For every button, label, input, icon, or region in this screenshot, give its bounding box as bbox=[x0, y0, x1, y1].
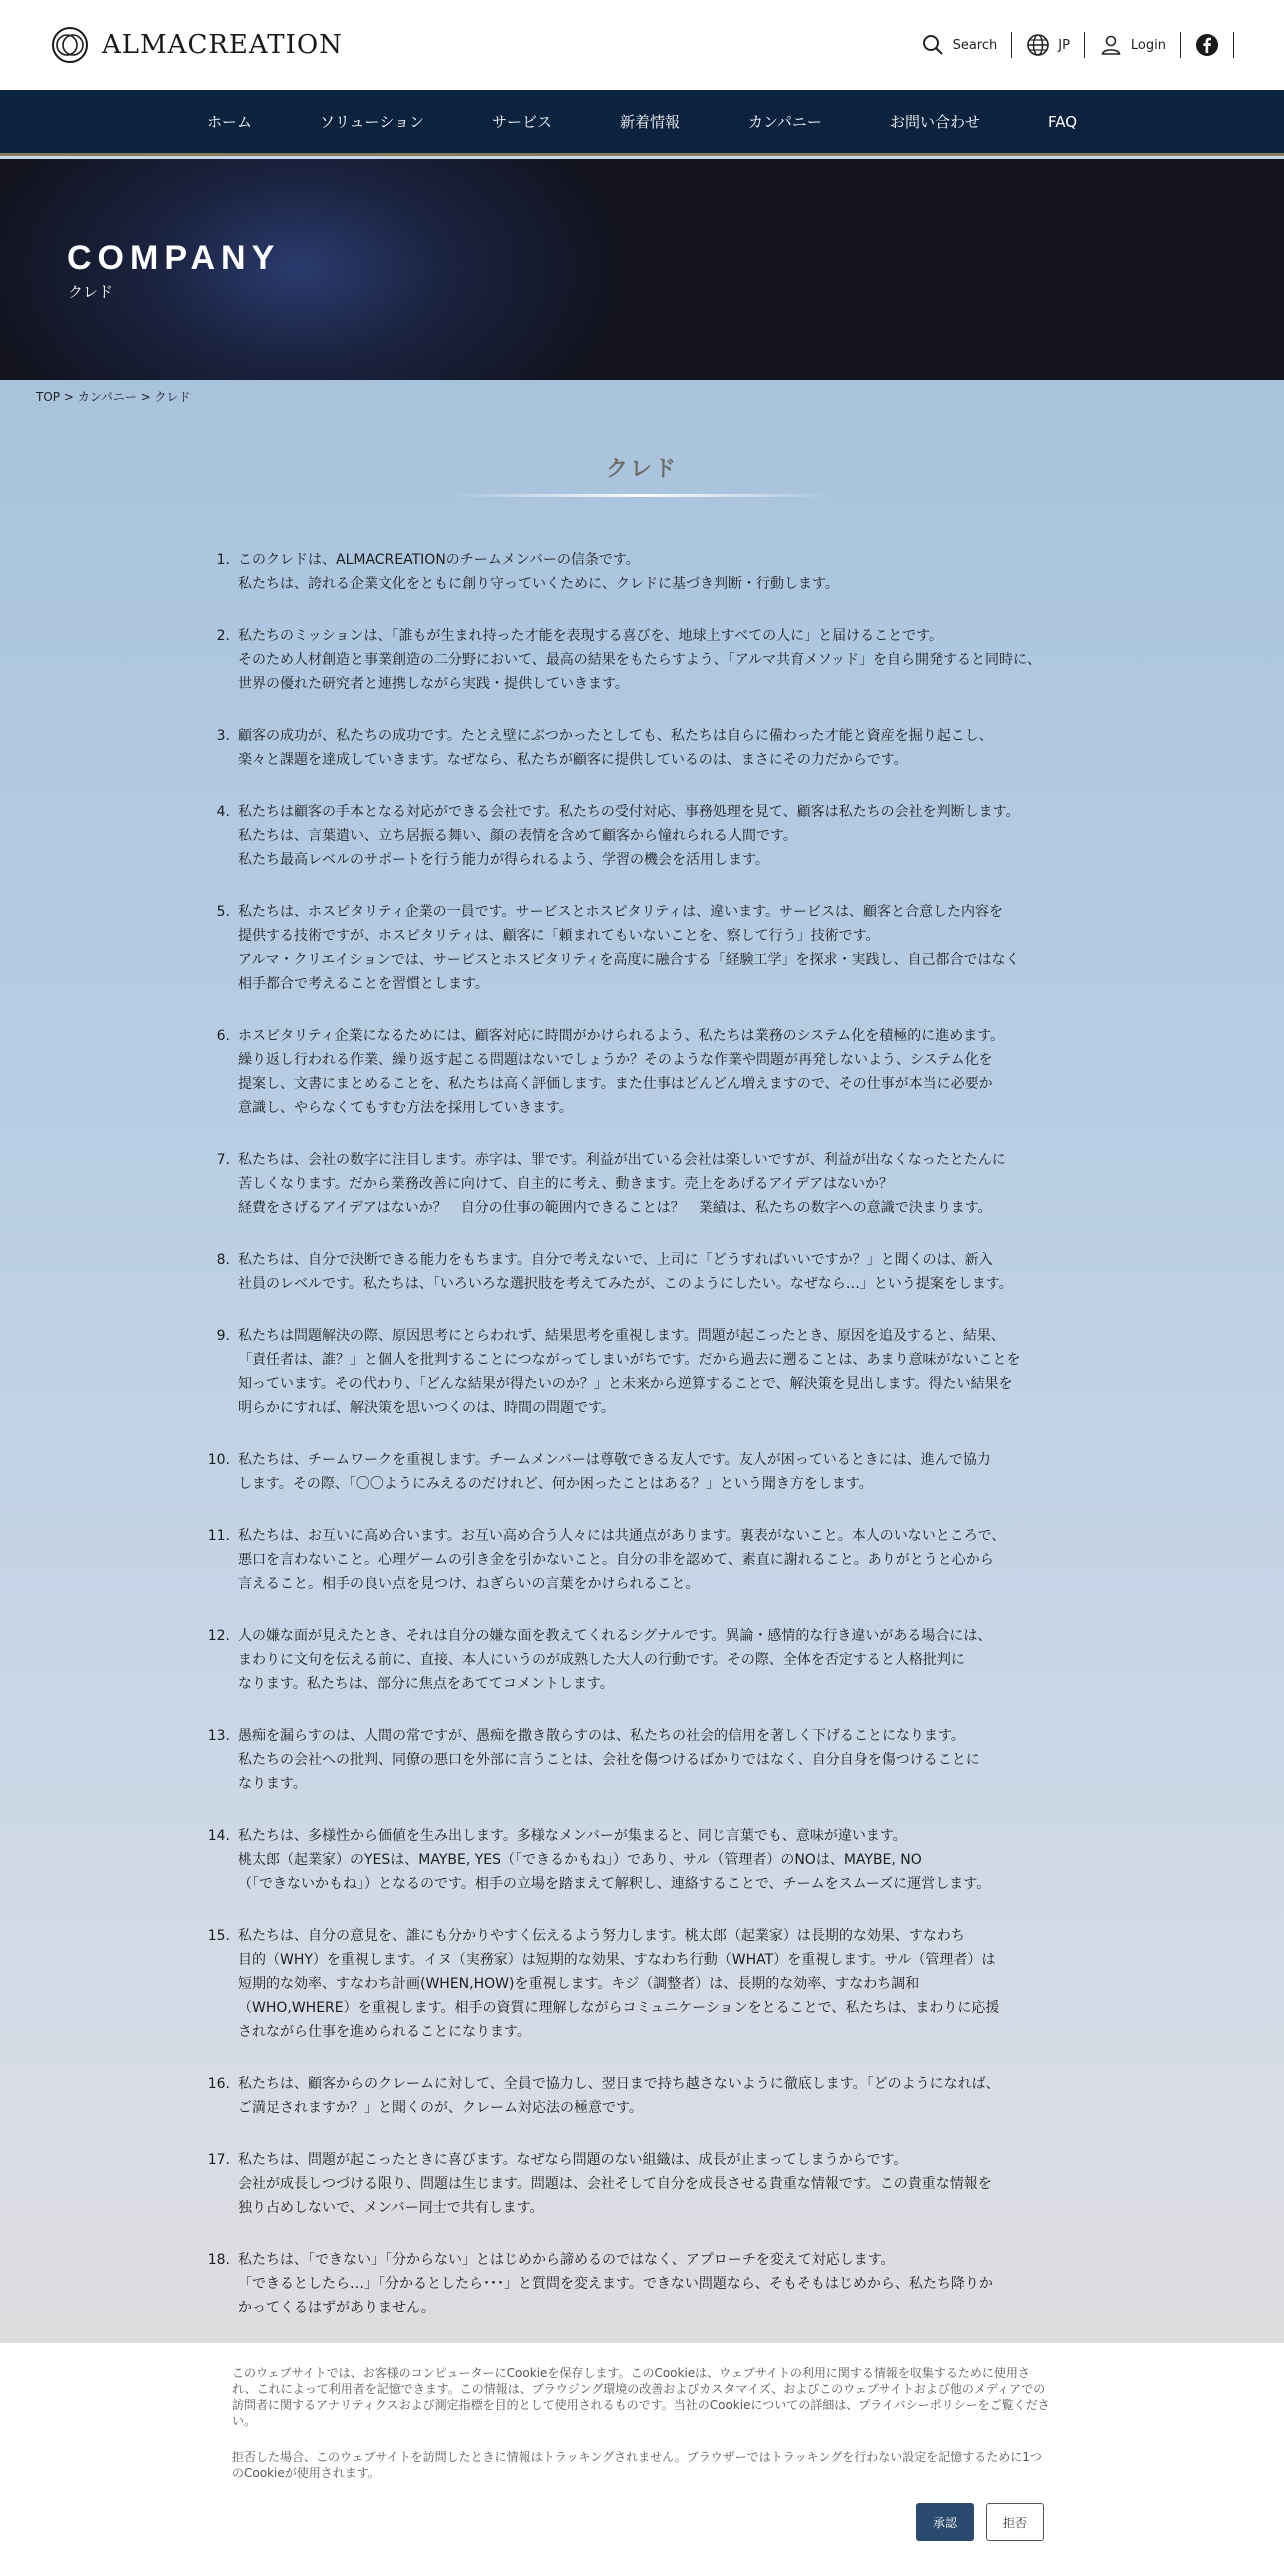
credo-line: 私たち最高レベルのサポートを行う能力が得られるよう、学習の機会を活用します。 bbox=[238, 852, 769, 868]
brand-name: ALMACREATION bbox=[102, 30, 343, 60]
credo-item bbox=[205, 1324, 1075, 1420]
brand-logo[interactable] bbox=[50, 25, 343, 65]
credo-item bbox=[205, 1724, 1075, 1796]
credo-text bbox=[238, 1324, 1020, 1420]
credo-number: 6. bbox=[216, 1028, 230, 1044]
credo-line: アルマ・クリエイションでは、サービスとホスピタリティを高度に融合する「経験工学」を探求・実践し、自己都合ではなく bbox=[238, 952, 1020, 968]
credo-item bbox=[205, 724, 1075, 772]
credo-line: 「できるとしたら…」「分かるとしたら･･･」と質問を変えます。できない問題なら、そもそもはじめから、私たち降りか bbox=[238, 2276, 993, 2292]
credo-line: 桃太郎（起業家）のYESは、MAYBE, YES（「できるかもね」）であり、サル（管理者）のNOは、MAYBE, NO bbox=[238, 1852, 922, 1868]
credo-line: 私たちは問題解決の際、原因思考にとらわれず、結果思考を重視します。問題が起こったとき、原因を追及すると、結果、 bbox=[238, 1328, 1005, 1344]
credo-line: 愚痴を漏らすのは、人間の常ですが、愚痴を撒き散らすのは、私たちの社会的信用を著しく下げることになります。 bbox=[238, 1728, 965, 1744]
credo-line: 私たちは、言葉遣い、立ち居振る舞い、顔の表情を含めて顧客から憧れられる人間です。 bbox=[238, 828, 797, 844]
credo-number: 10. bbox=[207, 1452, 230, 1468]
credo-line: 意識し、やらなくてもすむ方法を採用していきます。 bbox=[238, 1100, 573, 1116]
cookie-decline-note: 拒否した場合、このウェブサイトを訪問したときに情報はトラッキングされません。ブラウザーではトラッキングを行わない設定を記憶するために1つのCookieが使用されます。 bbox=[232, 2450, 1042, 2480]
credo-line: 世界の優れた研究者と連携しながら実践・提供していきます。 bbox=[238, 676, 629, 692]
credo-line: （「できないかもね」）となるのです。相手の立場を踏まえて解釈し、連絡することで、チームをスムーズに運営します。 bbox=[238, 1876, 991, 1892]
nav-item-faq[interactable]: FAQ bbox=[1047, 112, 1078, 131]
login-link[interactable] bbox=[1085, 33, 1180, 57]
credo-text bbox=[238, 1924, 999, 2044]
search-icon bbox=[921, 33, 945, 57]
facebook-icon bbox=[1195, 33, 1219, 57]
credo-text bbox=[238, 624, 1041, 696]
credo-line: 繰り返し行われる作業、繰り返す起こる問題はないでしょうか？そのような作業や問題が再発しないよう、システム化を bbox=[238, 1052, 993, 1068]
credo-line: なります。 bbox=[238, 1776, 307, 1792]
credo-text bbox=[238, 900, 1019, 996]
cookie-banner bbox=[0, 2342, 1284, 2568]
credo-number: 9. bbox=[216, 1328, 230, 1344]
credo-text bbox=[238, 2148, 992, 2220]
nav-item-home[interactable]: ホーム bbox=[206, 113, 252, 131]
credo-text bbox=[238, 1524, 1005, 1596]
credo-line: 会社が成長しつづける限り、問題は生じます。問題は、会社そして自分を成長させる貴重な情報です。この貴重な情報を bbox=[238, 2176, 992, 2192]
title-underline bbox=[452, 494, 832, 497]
credo-item bbox=[205, 1624, 1075, 1696]
nav-item-contact[interactable]: お問い合わせ bbox=[889, 113, 980, 131]
credo-line: 知っています。その代わり、「どんな結果が得たいのか？」と未来から逆算することで、解決策を見出します。得たい結果を bbox=[238, 1376, 1013, 1392]
nav-item-news[interactable]: 新着情報 bbox=[619, 113, 680, 131]
credo-item bbox=[205, 1448, 1075, 1496]
credo-number: 4. bbox=[216, 804, 230, 820]
credo-line: 私たちは、自分で決断できる能力をもちます。自分で考えないで、上司に「どうすればいいですか？」と聞くのは、新入 bbox=[238, 1252, 993, 1268]
credo-item bbox=[205, 2148, 1075, 2220]
credo-item bbox=[205, 900, 1075, 996]
credo-item bbox=[205, 624, 1075, 696]
credo-line: そのため人材創造と事業創造の二分野において、最高の結果をもたらすよう、「アルマ共育メソッド」を自ら開発すると同時に、 bbox=[238, 652, 1042, 668]
credo-line: 私たちは、問題が起こったときに喜びます。なぜなら問題のない組織は、成長が止まってしまうからです。 bbox=[238, 2152, 908, 2168]
credo-item bbox=[205, 1924, 1075, 2044]
credo-number: 2. bbox=[216, 628, 230, 644]
credo-line: されながら仕事を進められることになります。 bbox=[238, 2024, 531, 2040]
credo-item bbox=[205, 1024, 1075, 1120]
credo-line: 楽々と課題を達成していきます。なぜなら、私たちが顧客に提供しているのは、まさにその力だからです。 bbox=[238, 752, 908, 768]
credo-number: 7. bbox=[216, 1152, 230, 1168]
language-switch[interactable] bbox=[1012, 33, 1084, 57]
credo-text bbox=[238, 1448, 991, 1496]
credo-line: 私たちは顧客の手本となる対応ができる会社です。私たちの受付対応、事務処理を見て、顧客は私たちの会社を判断します。 bbox=[238, 804, 1020, 820]
credo-line: 私たちは、「できない」「分からない」とはじめから諦めるのではなく、アプローチを変えて対応します。 bbox=[238, 2252, 895, 2268]
credo-line: 明らかにすれば、解決策を思いつくのは、時間の問題です。 bbox=[238, 1400, 615, 1416]
nav-item-solutions[interactable]: ソリューション bbox=[320, 113, 424, 131]
credo-text bbox=[238, 1248, 1013, 1296]
credo-text bbox=[238, 2248, 993, 2320]
credo-line: します。その際、「〇〇ようにみえるのだけれど、何か困ったことはある？」という聞き方をします。 bbox=[238, 1476, 873, 1492]
credo-line: 私たちのミッションは、「誰もが生まれ持った才能を表現する喜びを、地球上すべての人に」と届けることです。 bbox=[238, 628, 944, 644]
site-header bbox=[0, 0, 1284, 90]
main-nav bbox=[0, 90, 1284, 156]
credo-item bbox=[205, 1248, 1075, 1296]
cookie-notice-text: このウェブサイトでは、お客様のコンピューターにCookieを保存します。このCookieは、ウェブサイトの利用に関する情報を収集するために使用され、これによって利用者を記憶できます。この情報は、ブラウジング環境の改善およびカスタマイズ、およびこのウェブサイトおよび他のメディアでの訪問者に関するアナリティクスおよび測定指標を目的として使用されるものです。当社のCookieについての詳細は、プライバシーポリシーをご覧ください。 bbox=[232, 2366, 1050, 2428]
credo-item bbox=[205, 1148, 1075, 1220]
credo-number: 14. bbox=[207, 1828, 230, 1844]
credo-number: 16. bbox=[207, 2076, 230, 2092]
credo-number: 5. bbox=[216, 904, 230, 920]
credo-line: 人の嫌な面が見えたとき、それは自分の嫌な面を教えてくれるシグナルです。異論・感情的な行き違いがある場合には、 bbox=[238, 1628, 992, 1644]
credo-number: 18. bbox=[207, 2252, 230, 2268]
credo-line: 私たちは、チームワークを重視します。チームメンバーは尊敬できる友人です。友人が困っているときには、進んで協力 bbox=[238, 1452, 991, 1468]
credo-line: 相手都合で考えることを習慣とします。 bbox=[238, 976, 489, 992]
credo-number: 1. bbox=[216, 552, 230, 568]
credo-item bbox=[205, 800, 1075, 872]
credo-line: 提案し、文書にまとめることを、私たちは高く評価します。また仕事はどんどん増えますので、その仕事が本当に必要か bbox=[238, 1076, 993, 1092]
credo-line: 経費をさげるアイデアはないか？ 自分の仕事の範囲内できることは？ 業績は、私たちの数字への意識で決まります。 bbox=[238, 1200, 992, 1216]
credo-text bbox=[238, 548, 839, 596]
credo-line: 苦しくなります。だから業務改善に向けて、自主的に考え、動きます。売上をあげるアイデアはないか？ bbox=[238, 1176, 894, 1192]
credo-line: 社員のレベルです。私たちは、「いろいろな選択肢を考えてみたが、このようにしたい。なぜなら…」という提案をします。 bbox=[238, 1276, 1013, 1292]
credo-number: 11. bbox=[207, 1528, 230, 1544]
credo-item bbox=[205, 1824, 1075, 1896]
accept-button[interactable]: 承認 bbox=[916, 2503, 974, 2541]
credo-number: 8. bbox=[216, 1252, 230, 1268]
search-label: Search bbox=[952, 37, 998, 53]
decline-button[interactable]: 拒否 bbox=[986, 2503, 1044, 2541]
credo-line: まわりに文句を伝える前に、直接、本人にいうのが成熟した大人の行動です。その際、全体を否定すると人格批判に bbox=[238, 1652, 965, 1668]
credo-line: なります。私たちは、部分に焦点をあててコメントします。 bbox=[238, 1676, 614, 1692]
credo-line: 「責任者は、誰？」と個人を批判することにつながってしまいがちです。だから過去に遡ることは、あまり意味がないことを bbox=[238, 1352, 1021, 1368]
credo-item bbox=[205, 2072, 1075, 2120]
credo-number: 13. bbox=[207, 1728, 230, 1744]
credo-line: 私たちは、顧客からのクレームに対して、全員で協力し、翌日まで持ち越さないように徹底します。「どのようになれば、 bbox=[238, 2076, 1000, 2092]
credo-line: このクレドは、ALMACREATIONのチームメンバーの信条です。 bbox=[238, 552, 640, 568]
credo-number: 3. bbox=[216, 728, 230, 744]
credo-line: 私たちは、ホスピタリティ企業の一員です。サービスとホスピタリティは、違います。サービスは、顧客と合意した内容を bbox=[238, 904, 1003, 920]
credo-line: 私たちの会社への批判、同僚の悪口を外部に言うことは、会社を傷つけるばかりではなく、自分自身を傷つけることに bbox=[238, 1752, 980, 1768]
credo-item bbox=[205, 2248, 1075, 2320]
hero-title: COMPANY bbox=[67, 239, 281, 277]
breadcrumb[interactable]: TOP > カンパニー > クレド bbox=[36, 390, 191, 404]
credo-item bbox=[205, 1524, 1075, 1596]
credo-line: 短期的な効率、すなわち計画(WHEN,HOW)を重視します。キジ（調整者）は、長期的な効率、すなわち調和 bbox=[238, 1976, 920, 1992]
hero-subtitle: クレド bbox=[68, 283, 114, 301]
globe-icon bbox=[1026, 33, 1050, 57]
credo-line: かってくるはずがありません。 bbox=[238, 2300, 435, 2316]
user-icon bbox=[1099, 33, 1123, 57]
credo-line: 私たちは、会社の数字に注目します。赤字は、罪です。利益が出ている会社は楽しいですが、利益が出なくなったとたんに bbox=[238, 1152, 1006, 1168]
nav-item-services[interactable]: サービス bbox=[491, 113, 552, 131]
credo-item bbox=[205, 548, 1075, 596]
language-label: JP bbox=[1058, 37, 1070, 53]
nav-item-company[interactable]: カンパニー bbox=[747, 113, 822, 131]
credo-number: 15. bbox=[207, 1928, 230, 1944]
divider bbox=[1233, 32, 1234, 58]
credo-line: （WHO,WHERE）を重視します。相手の資質に理解しながらコミュニケーションをとることで、私たちは、まわりに応援 bbox=[238, 2000, 1000, 2016]
hero-banner bbox=[0, 159, 1284, 380]
credo-number: 12. bbox=[207, 1628, 230, 1644]
credo-line: 私たちは、誇れる企業文化をともに創り守っていくために、クレドに基づき判断・行動します。 bbox=[238, 576, 839, 592]
credo-text bbox=[238, 724, 993, 772]
credo-text bbox=[238, 800, 1019, 872]
credo-line: 私たちは、自分の意見を、誰にも分かりやすく伝えるよう努力します。桃太郎（起業家）は長期的な効果、すなわち bbox=[238, 1928, 965, 1944]
credo-list bbox=[205, 548, 1075, 2320]
credo-line: 私たちは、多様性から価値を生み出します。多様なメンバーが集まると、同じ言葉でも、意味が違います。 bbox=[238, 1828, 907, 1844]
search-link[interactable] bbox=[907, 33, 1012, 57]
utility-nav bbox=[907, 32, 1234, 58]
credo-line: 言えること。相手の良い点を見つけ、ねぎらいの言葉をかけられること。 bbox=[238, 1576, 700, 1592]
login-label: Login bbox=[1130, 37, 1166, 53]
credo-line: 私たちは、お互いに高め合います。お互い高め合う人々には共通点があります。裏表がないこと。本人のいないところで、 bbox=[238, 1528, 1006, 1544]
credo-line: ホスピタリティ企業になるためには、顧客対応に時間がかけられるよう、私たちは業務のシステム化を積極的に進めます。 bbox=[238, 1028, 1005, 1044]
brand-ring-logo-icon bbox=[50, 25, 90, 65]
credo-text bbox=[238, 1824, 990, 1896]
credo-line: 提供する技術ですが、ホスピタリティは、顧客に「頼まれてもいないことを、察して行う」技術です。 bbox=[238, 928, 880, 944]
credo-line: 目的（WHY）を重視します。イヌ（実務家）は短期的な効果、すなわち行動（WHAT）を重視します。サル（管理者）は bbox=[238, 1952, 996, 1968]
credo-line: ご満足されますか？」と聞くのが、クレーム対応法の極意です。 bbox=[238, 2100, 643, 2116]
credo-line: 悪口を言わないこと。心理ゲームの引き金を引かないこと。自分の非を認めて、素直に謝れること。ありがとうと心から bbox=[238, 1552, 994, 1568]
credo-line: 独り占めしないで、メンバー同士で共有します。 bbox=[238, 2200, 544, 2216]
page-title: クレド bbox=[605, 457, 678, 482]
credo-text bbox=[238, 1024, 1004, 1120]
credo-number: 17. bbox=[207, 2152, 230, 2168]
credo-text bbox=[238, 1148, 1006, 1220]
credo-text bbox=[238, 1624, 991, 1696]
credo-line: 顧客の成功が、私たちの成功です。たとえ壁にぶつかったとしても、私たちは自らに備わった才能と資産を掘り起こし、 bbox=[238, 728, 993, 744]
credo-text bbox=[238, 2072, 1000, 2120]
credo-text bbox=[238, 1724, 980, 1796]
facebook-link[interactable] bbox=[1181, 33, 1233, 57]
